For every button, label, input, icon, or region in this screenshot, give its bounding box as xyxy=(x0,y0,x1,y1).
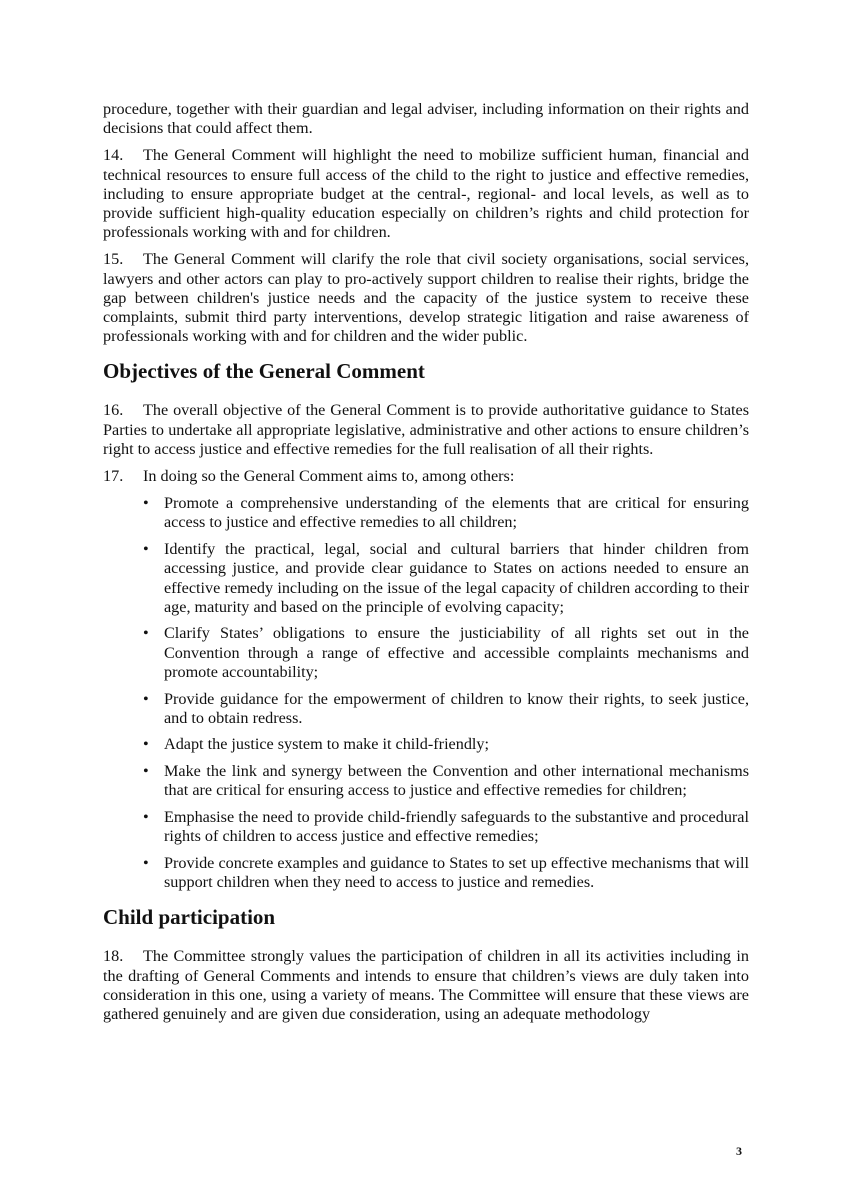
paragraph-number: 18. xyxy=(103,947,124,966)
bullet-marker: • xyxy=(143,624,149,643)
list-item-text: Make the link and synergy between the Convention and other international mechanisms that are critical for ensuring access to justice and effective remedies for children; xyxy=(164,762,749,800)
paragraph-text: The General Comment will highlight the need to mobilize sufficient human, financial and technical resources to ensure full access of the child to the right to justice and effective remedies, including to ensure appropriate budget at the central-, regional- and local levels, as well as to provide sufficient high-quality education especially on children’s rights and child protection for professionals working with and for children. xyxy=(103,146,749,242)
list-item xyxy=(103,690,749,728)
bullet-marker: • xyxy=(143,808,149,827)
bullet-marker: • xyxy=(143,762,149,781)
paragraph-17 xyxy=(103,467,749,486)
list-item-text: Promote a comprehensive understanding of the elements that are critical for ensuring access to justice and effective remedies to all children; xyxy=(164,494,749,532)
paragraph-text: The Committee strongly values the participation of children in all its activities including in the drafting of General Comments and intends to ensure that children’s views are duly taken into consideration in this one, using a variety of means. The Committee will ensure that these views are gathered genuinely and are given due consideration, using an adequate methodology xyxy=(103,947,749,1024)
list-item xyxy=(103,624,749,682)
paragraph-text: The overall objective of the General Comment is to provide authoritative guidance to States Parties to undertake all appropriate legislative, administrative and other actions to ensure children’s right to access justice and effective remedies for the full realisation of all their rights. xyxy=(103,401,749,458)
paragraph-14 xyxy=(103,146,749,242)
paragraph-number: 15. xyxy=(103,250,124,269)
section-heading-child-participation: Child participation xyxy=(103,905,276,930)
page-number: 3 xyxy=(736,1144,742,1158)
list-item xyxy=(103,494,749,532)
list-item-text: Provide guidance for the empowerment of children to know their rights, to seek justice, and to obtain redress. xyxy=(164,689,749,727)
list-item xyxy=(103,735,749,754)
paragraph-number: 14. xyxy=(103,146,124,165)
paragraph-15 xyxy=(103,250,749,346)
bullet-marker: • xyxy=(143,854,149,872)
paragraph-18 xyxy=(103,947,749,1024)
list-item xyxy=(103,854,749,892)
objectives-bullet-list xyxy=(103,494,749,892)
list-item-text: Emphasise the need to provide child-friendly safeguards to the substantive and procedural rights of children to access justice and effective remedies; xyxy=(164,808,749,846)
bullet-marker: • xyxy=(143,494,149,513)
paragraph-number: 17. xyxy=(103,467,124,486)
list-item-text: Clarify States’ obligations to ensure the justiciability of all rights set out in the Convention through a range of effective and accessible complaints mechanisms and promote accountability; xyxy=(164,624,749,681)
bullet-marker: • xyxy=(143,735,149,754)
list-item xyxy=(103,540,749,617)
intro-paragraph: procedure, together with their guardian and legal adviser, including information on their rights and decisions that could affect them. xyxy=(103,100,749,138)
bullet-marker: • xyxy=(143,540,149,559)
list-item xyxy=(103,808,749,846)
list-item-text: Provide concrete examples and guidance to States to set up effective mechanisms that will support children when they need to access to justice and remedies. xyxy=(164,854,749,892)
list-item xyxy=(103,762,749,800)
paragraph-16 xyxy=(103,401,749,459)
list-item-text: Adapt the justice system to make it child-friendly; xyxy=(164,735,490,754)
paragraph-number: 16. xyxy=(103,401,124,420)
list-item-text: Identify the practical, legal, social and cultural barriers that hinder children from accessing justice, and provide clear guidance to States on actions needed to ensure an effective remedy including on the issue of the legal capacity of children according to their age, maturity and based on the principle of evolving capacity; xyxy=(164,540,749,616)
bullet-marker: • xyxy=(143,689,149,708)
paragraph-text: In doing so the General Comment aims to, among others: xyxy=(143,467,515,486)
document-page xyxy=(103,100,749,1032)
paragraph-text: The General Comment will clarify the role that civil society organisations, social services, lawyers and other actors can play to pro-actively support children to realise their rights, bridge the gap between children's justice needs and the capacity of the justice system to receive these complaints, submit third party interventions, develop strategic litigation and raise awareness of professionals working with and for children and the wider public. xyxy=(103,250,749,346)
section-heading-objectives: Objectives of the General Comment xyxy=(103,359,425,384)
